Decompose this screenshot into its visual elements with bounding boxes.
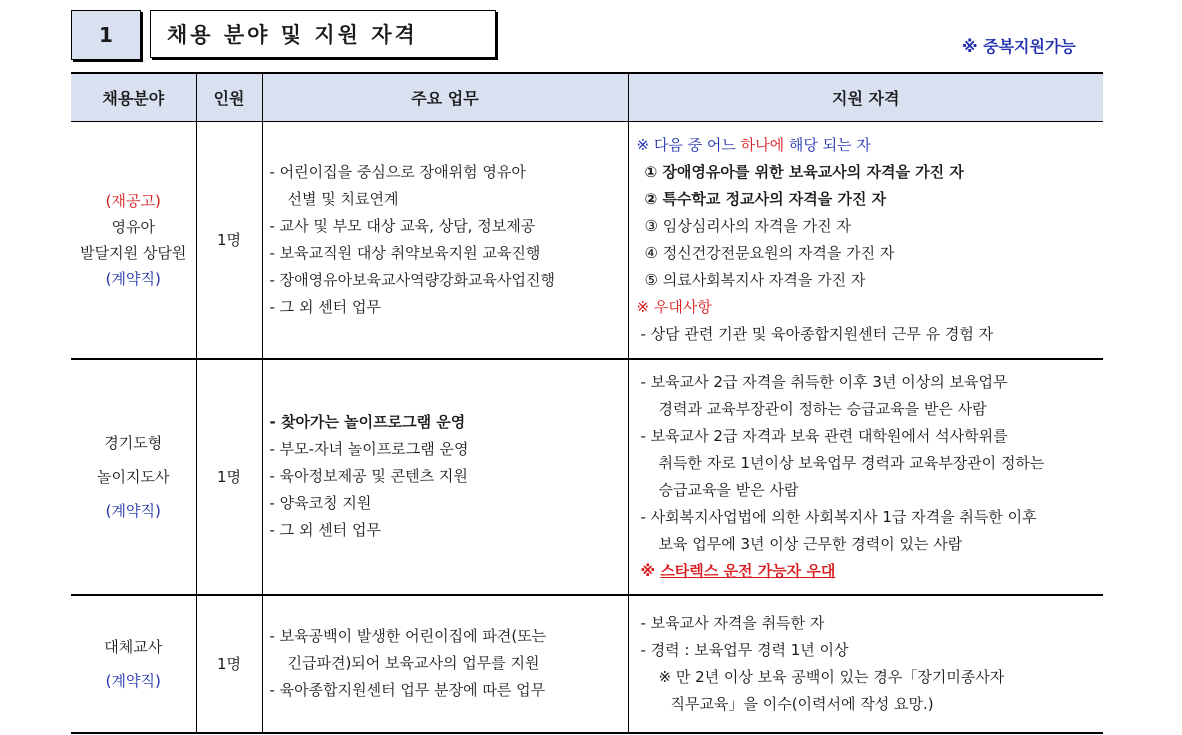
qual-item: 보육 업무에 3년 이상 근무한 경력이 있는 사람 <box>658 534 963 553</box>
preference-text: 스타렉스 운전 가능자 우대 <box>660 561 836 580</box>
duties-cell <box>262 359 628 595</box>
table-header-row <box>71 73 1103 122</box>
field-cell <box>71 359 196 595</box>
qual-item: ③ 임상심리사의 자격을 가진 자 <box>644 216 851 235</box>
field-line: 놀이지도사 <box>97 467 170 486</box>
qual-item: ① 장애영유아를 위한 보육교사의 자격을 가진 자 <box>644 162 964 181</box>
duty-item: - 보육교직원 대상 취약보육지원 교육진행 <box>269 243 541 262</box>
recruitment-table <box>71 72 1103 734</box>
section-number: 1 <box>71 10 141 60</box>
preference-item: - 상담 관련 기관 및 육아종합지원센터 근무 유 경험 자 <box>640 324 994 343</box>
field-line: 대체교사 <box>104 637 163 656</box>
qual-item: ④ 정신건강전문요원의 자격을 가진 자 <box>644 243 895 262</box>
header-field: 채용분야 <box>71 73 196 122</box>
header-qualifications: 지원 자격 <box>628 73 1103 122</box>
duty-item: - 찾아가는 놀이프로그램 운영 <box>269 413 466 431</box>
table-row <box>71 359 1103 595</box>
duty-item: - 부모-자녀 놀이프로그램 운영 <box>269 440 469 458</box>
field-line: (계약직) <box>105 269 161 288</box>
section-title: 채용 분야 및 지원 자격 <box>150 10 496 58</box>
preference-mark: ※ <box>640 561 661 580</box>
table-row <box>71 122 1103 359</box>
qual-item: 승급교육을 받은 사람 <box>658 480 799 499</box>
duty-item: - 육아정보제공 및 콘텐츠 지원 <box>269 467 468 485</box>
field-line: (재공고) <box>105 191 161 210</box>
qual-intro-c: 해당 되는 자 <box>784 135 871 154</box>
field-line: (계약직) <box>105 671 161 690</box>
qualifications-cell <box>628 122 1103 359</box>
qualifications-cell <box>628 359 1103 595</box>
qual-item: - 보육교사 자격을 취득한 자 <box>640 613 825 632</box>
duty-item: - 그 외 센터 업무 <box>269 297 381 316</box>
duty-item: 긴급파견)되어 보육교사의 업무를 지원 <box>287 654 540 672</box>
qual-item: 직무교육」을 이수(이력서에 작성 요망.) <box>670 694 934 713</box>
preference-item <box>641 558 1103 585</box>
qualifications-cell <box>628 595 1103 733</box>
qual-item: ※ 만 2년 이상 보육 공백이 있는 경우「장기미종사자 <box>658 667 1005 686</box>
duplicate-application-note: ※ 중복지원가능 <box>962 37 1076 56</box>
qual-item: - 사회복지사업법에 의한 사회복지사 1급 자격을 취득한 이후 <box>640 507 1037 526</box>
qual-item: 취득한 자로 1년이상 보육업무 경력과 교육부장관이 정하는 <box>658 453 1045 472</box>
qual-item: 경력과 교육부장관이 정하는 승급교육을 받은 사람 <box>658 399 987 418</box>
duty-item: - 그 외 센터 업무 <box>269 521 381 539</box>
header-count: 인원 <box>196 73 262 122</box>
duty-item: 선별 및 치료연계 <box>287 189 399 208</box>
duty-item: - 양육코칭 지원 <box>269 494 372 512</box>
field-line: 경기도형 <box>104 433 163 452</box>
qual-intro-a: ※ 다음 중 어느 <box>636 135 741 154</box>
duty-item: - 장애영유아보육교사역량강화교육사업진행 <box>269 270 555 289</box>
duty-item: - 보육공백이 발생한 어린이집에 파견(또는 <box>269 627 547 645</box>
field-line: (계약직) <box>105 501 161 520</box>
count-cell: 1명 <box>196 359 262 595</box>
preference-title: ※ 우대사항 <box>636 297 712 316</box>
qual-intro-b: 하나에 <box>740 135 785 154</box>
duties-cell <box>262 122 628 359</box>
table-row <box>71 595 1103 733</box>
qual-item: ② 특수학교 정교사의 자격을 가진 자 <box>644 189 887 208</box>
qual-item: - 보육교사 2급 자격을 취득한 이후 3년 이상의 보육업무 <box>640 372 1008 391</box>
duty-item: - 어린이집을 중심으로 장애위험 영유아 <box>269 162 526 181</box>
qual-item: - 보육교사 2급 자격과 보육 관련 대학원에서 석사학위를 <box>640 426 1008 445</box>
duties-cell <box>262 595 628 733</box>
qual-item: - 경력 : 보육업무 경력 1년 이상 <box>640 640 849 659</box>
qual-item: ⑤ 의료사회복지사 자격을 가진 자 <box>644 270 866 289</box>
duty-item: - 육아종합지원센터 업무 분장에 따른 업무 <box>269 681 546 699</box>
field-line: 영유아 <box>111 217 155 236</box>
header-duties: 주요 업무 <box>262 73 628 122</box>
field-cell <box>71 122 196 359</box>
duty-item: - 교사 및 부모 대상 교육, 상담, 정보제공 <box>269 216 536 235</box>
qual-intro <box>637 132 1103 159</box>
count-cell: 1명 <box>196 595 262 733</box>
count-cell: 1명 <box>196 122 262 359</box>
field-cell <box>71 595 196 733</box>
field-line: 발달지원 상담원 <box>80 243 187 262</box>
